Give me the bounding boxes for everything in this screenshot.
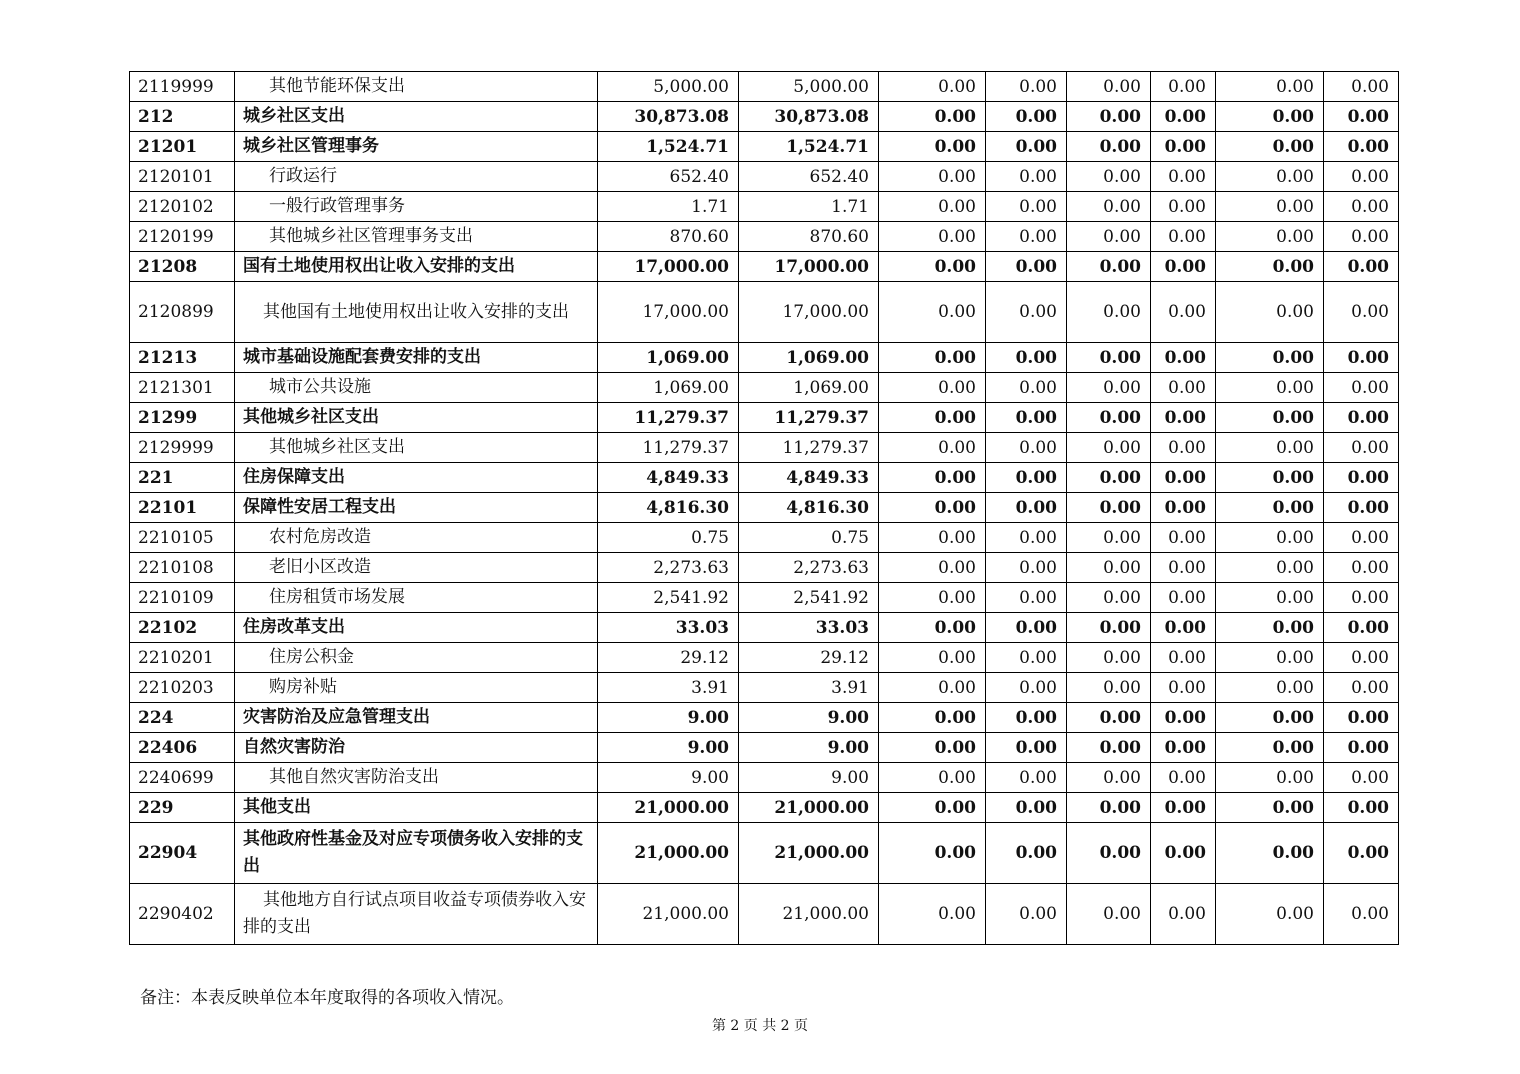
cell-value: 1,524.71 (739, 132, 879, 162)
cell-value: 0.00 (1216, 192, 1324, 222)
cell-value: 0.00 (879, 252, 986, 282)
cell-value: 0.00 (986, 403, 1067, 433)
cell-value: 0.00 (1324, 373, 1399, 403)
cell-value: 0.00 (1151, 433, 1216, 463)
table-row (130, 493, 1399, 523)
cell-value: 33.03 (739, 613, 879, 643)
cell-value: 0.00 (1324, 493, 1399, 523)
cell-value: 0.00 (1324, 463, 1399, 493)
cell-name: 农村危房改造 (235, 523, 598, 553)
cell-code: 22102 (130, 613, 235, 643)
cell-value: 0.00 (1151, 523, 1216, 553)
cell-name: 其他国有土地使用权出让收入安排的支出 (235, 282, 598, 343)
cell-value: 0.00 (879, 884, 986, 945)
cell-value: 0.00 (1216, 613, 1324, 643)
cell-code: 229 (130, 793, 235, 823)
table-row (130, 583, 1399, 613)
cell-value: 0.00 (1067, 192, 1151, 222)
cell-value: 0.00 (1324, 403, 1399, 433)
cell-name: 行政运行 (235, 162, 598, 192)
table-row (130, 884, 1399, 945)
cell-value: 0.00 (879, 162, 986, 192)
cell-value: 2,273.63 (598, 553, 739, 583)
table-row (130, 192, 1399, 222)
cell-value: 0.00 (1151, 282, 1216, 343)
cell-value: 0.00 (986, 132, 1067, 162)
cell-value: 0.00 (986, 493, 1067, 523)
cell-name: 住房改革支出 (235, 613, 598, 643)
table-row (130, 282, 1399, 343)
cell-value: 21,000.00 (598, 884, 739, 945)
cell-code: 2210109 (130, 583, 235, 613)
cell-value: 0.00 (1151, 463, 1216, 493)
income-table (129, 71, 1399, 945)
cell-value: 5,000.00 (739, 72, 879, 102)
cell-value: 0.00 (1067, 222, 1151, 252)
cell-name: 其他城乡社区管理事务支出 (235, 222, 598, 252)
cell-value: 0.00 (986, 72, 1067, 102)
cell-value: 0.00 (879, 793, 986, 823)
cell-value: 0.00 (1324, 763, 1399, 793)
cell-value: 0.00 (1151, 583, 1216, 613)
cell-value: 0.00 (1151, 132, 1216, 162)
cell-value: 0.00 (1067, 343, 1151, 373)
cell-value: 30,873.08 (739, 102, 879, 132)
cell-value: 1.71 (598, 192, 739, 222)
cell-value: 0.00 (986, 673, 1067, 703)
cell-value: 0.00 (879, 343, 986, 373)
cell-value: 0.00 (879, 763, 986, 793)
cell-value: 0.00 (1324, 192, 1399, 222)
cell-value: 30,873.08 (598, 102, 739, 132)
cell-value: 0.00 (1151, 673, 1216, 703)
cell-name: 住房保障支出 (235, 463, 598, 493)
cell-value: 0.00 (879, 282, 986, 343)
cell-value: 0.00 (879, 733, 986, 763)
cell-value: 0.00 (1067, 793, 1151, 823)
cell-value: 0.00 (1216, 884, 1324, 945)
cell-name: 老旧小区改造 (235, 553, 598, 583)
cell-value: 0.00 (1067, 703, 1151, 733)
cell-value: 0.00 (986, 733, 1067, 763)
cell-value: 0.00 (1067, 403, 1151, 433)
cell-value: 1,524.71 (598, 132, 739, 162)
cell-value: 1.71 (739, 192, 879, 222)
cell-value: 0.00 (1067, 553, 1151, 583)
cell-name: 城市基础设施配套费安排的支出 (235, 343, 598, 373)
cell-code: 2210203 (130, 673, 235, 703)
cell-name: 城乡社区支出 (235, 102, 598, 132)
cell-value: 0.00 (1067, 884, 1151, 945)
table-row (130, 373, 1399, 403)
cell-value: 2,541.92 (739, 583, 879, 613)
cell-value: 0.00 (879, 72, 986, 102)
cell-value: 0.00 (1151, 643, 1216, 673)
table-row (130, 733, 1399, 763)
table-row (130, 132, 1399, 162)
cell-value: 0.75 (598, 523, 739, 553)
cell-code: 21201 (130, 132, 235, 162)
cell-value: 0.00 (986, 763, 1067, 793)
cell-value: 21,000.00 (739, 884, 879, 945)
cell-name: 国有土地使用权出让收入安排的支出 (235, 252, 598, 282)
cell-value: 0.00 (1216, 643, 1324, 673)
cell-value: 0.00 (1324, 553, 1399, 583)
cell-value: 652.40 (739, 162, 879, 192)
cell-value: 0.00 (1067, 72, 1151, 102)
cell-value: 0.00 (986, 884, 1067, 945)
cell-value: 0.00 (1216, 823, 1324, 884)
cell-code: 21299 (130, 403, 235, 433)
cell-value: 17,000.00 (598, 252, 739, 282)
cell-value: 0.00 (1216, 433, 1324, 463)
cell-code: 2240699 (130, 763, 235, 793)
cell-code: 212 (130, 102, 235, 132)
cell-value: 0.00 (1151, 733, 1216, 763)
cell-value: 9.00 (598, 703, 739, 733)
cell-name: 灾害防治及应急管理支出 (235, 703, 598, 733)
cell-code: 2119999 (130, 72, 235, 102)
cell-code: 22904 (130, 823, 235, 884)
cell-value: 0.00 (1324, 583, 1399, 613)
cell-name: 购房补贴 (235, 673, 598, 703)
table-row (130, 252, 1399, 282)
cell-name: 城市公共设施 (235, 373, 598, 403)
cell-value: 4,849.33 (598, 463, 739, 493)
cell-value: 0.00 (879, 222, 986, 252)
cell-name: 住房租赁市场发展 (235, 583, 598, 613)
cell-value: 3.91 (739, 673, 879, 703)
table-row (130, 102, 1399, 132)
cell-value: 0.00 (1324, 162, 1399, 192)
cell-value: 0.00 (1067, 102, 1151, 132)
cell-value: 0.00 (1324, 523, 1399, 553)
cell-value: 0.00 (1067, 463, 1151, 493)
cell-value: 9.00 (598, 763, 739, 793)
cell-value: 0.00 (879, 132, 986, 162)
cell-value: 21,000.00 (598, 793, 739, 823)
table-row (130, 463, 1399, 493)
cell-value: 0.00 (1151, 222, 1216, 252)
cell-code: 21213 (130, 343, 235, 373)
cell-name: 城乡社区管理事务 (235, 132, 598, 162)
cell-value: 0.00 (1151, 343, 1216, 373)
cell-value: 0.00 (1216, 403, 1324, 433)
cell-value: 0.00 (1216, 72, 1324, 102)
cell-value: 0.00 (986, 553, 1067, 583)
table-row (130, 703, 1399, 733)
cell-value: 5,000.00 (598, 72, 739, 102)
cell-value: 0.00 (1324, 884, 1399, 945)
cell-name: 自然灾害防治 (235, 733, 598, 763)
cell-value: 0.00 (1151, 72, 1216, 102)
cell-code: 2120199 (130, 222, 235, 252)
cell-value: 0.00 (1067, 132, 1151, 162)
cell-code: 21208 (130, 252, 235, 282)
cell-value: 9.00 (598, 733, 739, 763)
cell-value: 11,279.37 (739, 433, 879, 463)
cell-value: 0.00 (1216, 222, 1324, 252)
cell-value: 0.00 (1151, 102, 1216, 132)
cell-value: 0.00 (879, 703, 986, 733)
cell-value: 0.00 (986, 222, 1067, 252)
cell-value: 4,816.30 (598, 493, 739, 523)
cell-value: 0.00 (1216, 102, 1324, 132)
cell-value: 29.12 (739, 643, 879, 673)
cell-value: 0.00 (1324, 703, 1399, 733)
cell-value: 0.00 (1151, 162, 1216, 192)
cell-value: 0.00 (1324, 72, 1399, 102)
cell-value: 0.00 (879, 823, 986, 884)
cell-value: 0.00 (879, 673, 986, 703)
cell-value: 0.00 (1216, 793, 1324, 823)
cell-value: 0.00 (1324, 433, 1399, 463)
cell-value: 0.00 (1216, 373, 1324, 403)
table-row (130, 823, 1399, 884)
cell-value: 0.00 (1151, 884, 1216, 945)
cell-value: 0.00 (1324, 222, 1399, 252)
table-row (130, 673, 1399, 703)
table-row (130, 433, 1399, 463)
cell-value: 0.00 (986, 613, 1067, 643)
cell-value: 0.00 (1067, 643, 1151, 673)
cell-value: 0.00 (1067, 373, 1151, 403)
cell-value: 0.00 (1067, 493, 1151, 523)
cell-value: 29.12 (598, 643, 739, 673)
cell-value: 0.00 (1216, 523, 1324, 553)
cell-value: 33.03 (598, 613, 739, 643)
cell-value: 0.00 (1324, 823, 1399, 884)
cell-value: 2,541.92 (598, 583, 739, 613)
cell-value: 870.60 (739, 222, 879, 252)
cell-code: 2210108 (130, 553, 235, 583)
table-row (130, 523, 1399, 553)
cell-value: 0.00 (1151, 553, 1216, 583)
cell-value: 0.00 (1067, 282, 1151, 343)
table-row (130, 403, 1399, 433)
cell-value: 0.00 (1216, 583, 1324, 613)
cell-value: 0.00 (986, 523, 1067, 553)
cell-value: 0.00 (1067, 583, 1151, 613)
table-row (130, 613, 1399, 643)
cell-value: 0.00 (879, 433, 986, 463)
cell-name: 其他支出 (235, 793, 598, 823)
cell-value: 0.00 (879, 493, 986, 523)
cell-value: 0.00 (1151, 763, 1216, 793)
cell-value: 17,000.00 (739, 252, 879, 282)
cell-value: 0.00 (1151, 613, 1216, 643)
cell-value: 0.00 (1324, 102, 1399, 132)
cell-value: 9.00 (739, 703, 879, 733)
cell-value: 0.00 (1216, 733, 1324, 763)
cell-value: 11,279.37 (739, 403, 879, 433)
cell-value: 870.60 (598, 222, 739, 252)
cell-value: 0.00 (879, 583, 986, 613)
cell-value: 0.00 (986, 102, 1067, 132)
cell-value: 0.00 (1324, 793, 1399, 823)
cell-value: 1,069.00 (598, 373, 739, 403)
cell-name: 其他地方自行试点项目收益专项债券收入安排的支出 (235, 884, 598, 945)
cell-value: 0.00 (1216, 703, 1324, 733)
cell-value: 0.00 (879, 192, 986, 222)
cell-name: 其他城乡社区支出 (235, 403, 598, 433)
cell-value: 0.00 (1216, 252, 1324, 282)
cell-code: 224 (130, 703, 235, 733)
cell-value: 11,279.37 (598, 433, 739, 463)
cell-value: 21,000.00 (739, 793, 879, 823)
cell-value: 0.00 (1067, 252, 1151, 282)
cell-value: 3.91 (598, 673, 739, 703)
cell-name: 一般行政管理事务 (235, 192, 598, 222)
table-row (130, 763, 1399, 793)
cell-code: 221 (130, 463, 235, 493)
cell-value: 0.00 (1324, 613, 1399, 643)
table-row (130, 162, 1399, 192)
cell-value: 0.00 (1151, 252, 1216, 282)
cell-value: 0.00 (1151, 403, 1216, 433)
cell-value: 0.00 (986, 433, 1067, 463)
cell-value: 0.00 (986, 192, 1067, 222)
cell-value: 0.00 (1216, 282, 1324, 343)
cell-code: 22406 (130, 733, 235, 763)
cell-code: 2121301 (130, 373, 235, 403)
table-row (130, 793, 1399, 823)
cell-value: 0.00 (1151, 373, 1216, 403)
cell-code: 22101 (130, 493, 235, 523)
cell-value: 0.00 (986, 793, 1067, 823)
cell-name: 住房公积金 (235, 643, 598, 673)
cell-code: 2290402 (130, 884, 235, 945)
cell-value: 0.00 (1151, 823, 1216, 884)
cell-value: 652.40 (598, 162, 739, 192)
cell-code: 2120101 (130, 162, 235, 192)
cell-value: 0.00 (986, 252, 1067, 282)
cell-value: 0.00 (1067, 162, 1151, 192)
cell-value: 0.00 (986, 162, 1067, 192)
cell-value: 0.00 (879, 463, 986, 493)
cell-name: 保障性安居工程支出 (235, 493, 598, 523)
cell-value: 0.00 (879, 613, 986, 643)
cell-value: 0.00 (1067, 823, 1151, 884)
cell-value: 9.00 (739, 763, 879, 793)
table-row (130, 72, 1399, 102)
cell-value: 0.00 (1216, 493, 1324, 523)
cell-code: 2129999 (130, 433, 235, 463)
cell-value: 0.00 (1324, 132, 1399, 162)
cell-name: 其他城乡社区支出 (235, 433, 598, 463)
cell-value: 0.00 (1324, 643, 1399, 673)
cell-value: 0.00 (1151, 192, 1216, 222)
cell-value: 0.00 (1324, 282, 1399, 343)
cell-value: 0.00 (986, 463, 1067, 493)
cell-value: 1,069.00 (739, 343, 879, 373)
cell-value: 0.00 (1216, 673, 1324, 703)
cell-value: 0.00 (1067, 523, 1151, 553)
cell-value: 2,273.63 (739, 553, 879, 583)
cell-value: 0.00 (1151, 793, 1216, 823)
cell-value: 0.00 (986, 282, 1067, 343)
cell-value: 0.00 (1067, 733, 1151, 763)
table-row (130, 643, 1399, 673)
cell-value: 0.00 (879, 403, 986, 433)
cell-value: 1,069.00 (739, 373, 879, 403)
cell-value: 0.00 (1324, 252, 1399, 282)
cell-value: 0.00 (879, 553, 986, 583)
page-number: 第 2 页 共 2 页 (711, 1018, 809, 1034)
cell-value: 0.00 (1216, 553, 1324, 583)
table-body (130, 72, 1399, 945)
cell-value: 0.00 (1324, 343, 1399, 373)
cell-value: 0.00 (1216, 132, 1324, 162)
cell-value: 0.00 (879, 523, 986, 553)
cell-value: 0.00 (1067, 613, 1151, 643)
cell-value: 0.00 (1324, 673, 1399, 703)
cell-value: 0.00 (986, 373, 1067, 403)
table-note: 备注：本表反映单位本年度取得的各项收入情况。 (140, 988, 514, 1008)
cell-value: 0.00 (1216, 162, 1324, 192)
cell-value: 0.00 (1151, 493, 1216, 523)
cell-value: 0.00 (1216, 463, 1324, 493)
cell-value: 9.00 (739, 733, 879, 763)
cell-code: 2210105 (130, 523, 235, 553)
cell-code: 2120102 (130, 192, 235, 222)
cell-value: 0.00 (1216, 763, 1324, 793)
cell-value: 21,000.00 (598, 823, 739, 884)
cell-value: 0.00 (1067, 673, 1151, 703)
cell-value: 11,279.37 (598, 403, 739, 433)
cell-value: 0.00 (1151, 703, 1216, 733)
cell-code: 2120899 (130, 282, 235, 343)
cell-value: 0.00 (879, 102, 986, 132)
cell-value: 0.00 (986, 703, 1067, 733)
cell-value: 0.00 (879, 373, 986, 403)
cell-value: 1,069.00 (598, 343, 739, 373)
table-row (130, 343, 1399, 373)
cell-value: 0.00 (879, 643, 986, 673)
cell-name: 其他节能环保支出 (235, 72, 598, 102)
table-row (130, 553, 1399, 583)
cell-value: 0.00 (986, 643, 1067, 673)
cell-name: 其他政府性基金及对应专项债务收入安排的支出 (235, 823, 598, 884)
cell-value: 4,849.33 (739, 463, 879, 493)
cell-value: 0.00 (986, 823, 1067, 884)
cell-value: 17,000.00 (739, 282, 879, 343)
cell-value: 0.00 (1067, 763, 1151, 793)
cell-value: 0.75 (739, 523, 879, 553)
cell-name: 其他自然灾害防治支出 (235, 763, 598, 793)
cell-value: 0.00 (1216, 343, 1324, 373)
cell-value: 0.00 (1067, 433, 1151, 463)
table-row (130, 222, 1399, 252)
cell-value: 0.00 (986, 583, 1067, 613)
cell-value: 17,000.00 (598, 282, 739, 343)
cell-value: 21,000.00 (739, 823, 879, 884)
cell-value: 0.00 (986, 343, 1067, 373)
cell-value: 0.00 (1324, 733, 1399, 763)
cell-value: 4,816.30 (739, 493, 879, 523)
cell-code: 2210201 (130, 643, 235, 673)
